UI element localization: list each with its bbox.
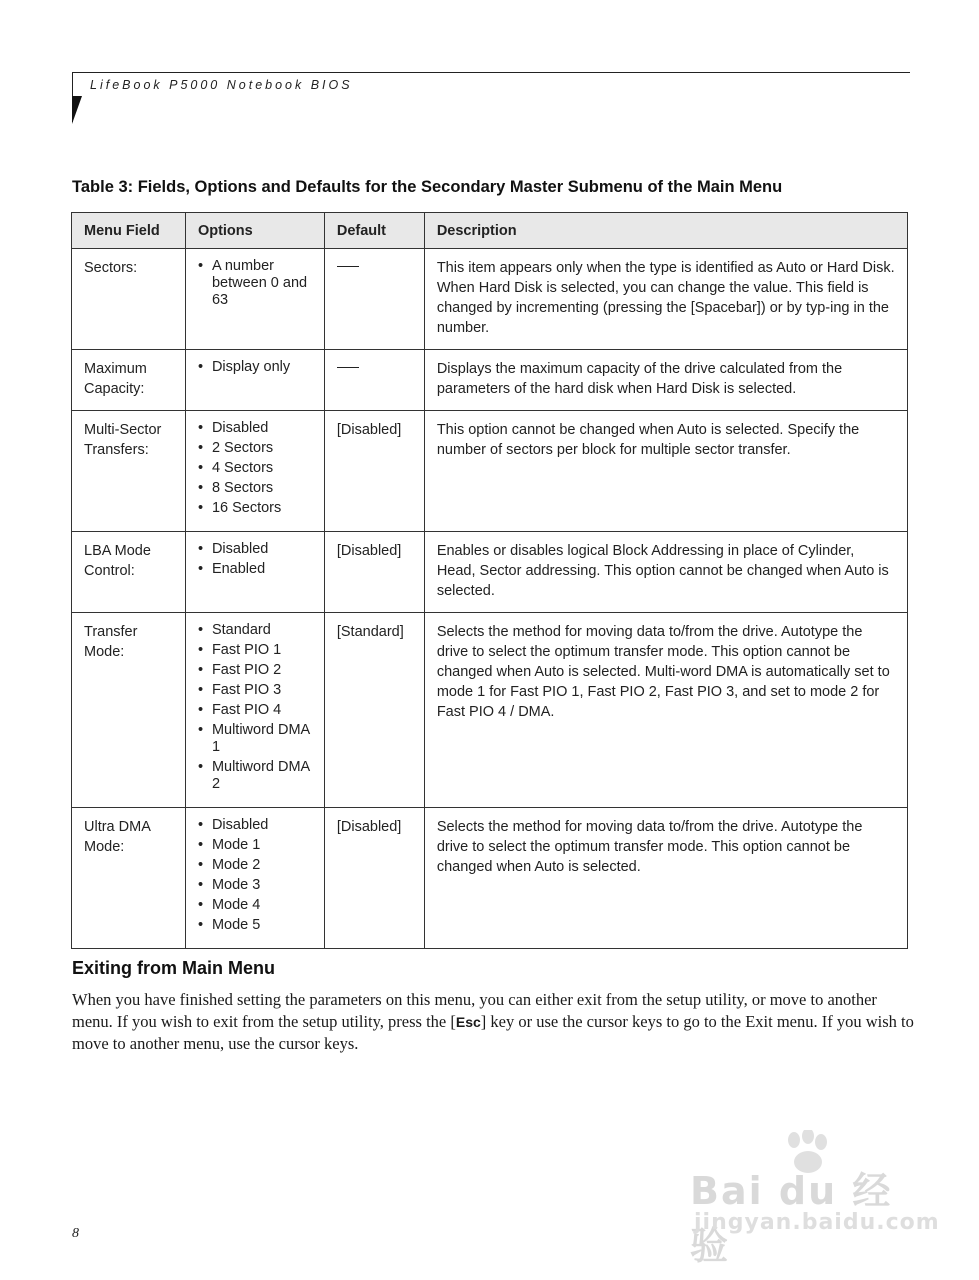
option-item: • Mode 5 xyxy=(198,917,313,934)
default-value: [Disabled] xyxy=(336,543,402,559)
menu-field-cell: Maximum Capacity: xyxy=(72,350,186,411)
option-item: • Disabled xyxy=(198,817,313,834)
option-item: • 2 Sectors xyxy=(198,440,313,457)
option-item: • Mode 1 xyxy=(198,837,313,854)
default-value: [Standard] xyxy=(336,624,404,640)
options-list xyxy=(198,420,313,517)
options-list xyxy=(198,258,313,309)
option-item: • Mode 4 xyxy=(198,897,313,914)
description-cell: Selects the method for moving data to/from the drive. Autotype the drive to select the optimum transfer mode. This option cannot be changed when Auto is selected. xyxy=(424,808,907,949)
column-header-options: Options xyxy=(185,213,324,249)
description-cell: Enables or disables logical Block Addressing in place of Cylinder, Head, Sector addressing. This option cannot be changed when Auto is selected. xyxy=(424,532,907,613)
section-heading: Exiting from Main Menu xyxy=(72,958,276,978)
option-item: • Standard xyxy=(198,622,313,639)
default-cell xyxy=(324,249,424,350)
running-header-title: LifeBook P5000 Notebook BIOS xyxy=(90,78,353,92)
option-item: • Multiword DMA 2 xyxy=(198,759,313,793)
option-item: • Fast PIO 2 xyxy=(198,662,313,679)
options-list xyxy=(198,541,313,578)
default-cell xyxy=(324,532,424,613)
option-item: • 8 Sectors xyxy=(198,480,313,497)
option-item: • Enabled xyxy=(198,561,313,578)
description-cell: This item appears only when the type is identified as Auto or Hard Disk. When Hard Disk is selected, you can change the value. This field is changed by incrementing (pressing the [Spacebar]) or by typ-ing in the number. xyxy=(424,249,907,350)
options-cell xyxy=(185,808,324,949)
option-item: • 4 Sectors xyxy=(198,460,313,477)
body-paragraph xyxy=(72,989,917,1055)
no-default-dash xyxy=(337,266,359,267)
option-item: • Multiword DMA 1 xyxy=(198,722,313,756)
option-item: • Fast PIO 1 xyxy=(198,642,313,659)
menu-field-cell: LBA Mode Control: xyxy=(72,532,186,613)
paragraph-text-end: ] key or use the cursor keys to go to the Exit menu. If you wish to move to another menu, use the cursor keys. xyxy=(72,1012,914,1053)
description-cell: Selects the method for moving data to/from the drive. Autotype the drive to select the optimum transfer mode. This option cannot be changed when Auto is selected. Multi-word DMA is automatically set to mode 1 for Fast PIO 1, Fast PIO 2, Fast PIO 3, and set to mode 2 for Fast PIO 4 / DMA. xyxy=(424,613,907,808)
default-value: [Disabled] xyxy=(336,819,402,835)
option-item: • Fast PIO 4 xyxy=(198,702,313,719)
watermark-logo-text: Bai du 经验 xyxy=(690,1169,893,1268)
option-item: • Fast PIO 3 xyxy=(198,682,313,699)
option-item: • A number between 0 and 63 xyxy=(198,258,313,309)
table-row xyxy=(72,249,908,350)
default-value: [Disabled] xyxy=(336,422,402,438)
table-header-row xyxy=(72,213,908,249)
paragraph-text-start: When you have finished setting the parameters on this menu, you can either exit from the setup utility, or move to another menu. If you wish to exit from the setup utility, press the [ xyxy=(72,990,877,1031)
options-list xyxy=(198,359,313,376)
option-item: • Disabled xyxy=(198,420,313,437)
default-cell xyxy=(324,350,424,411)
option-item: • Disabled xyxy=(198,541,313,558)
table-row xyxy=(72,411,908,532)
table-body xyxy=(72,249,908,949)
column-header-menu-field: Menu Field xyxy=(72,213,186,249)
description-cell: Displays the maximum capacity of the drive calculated from the parameters of the hard disk when Hard Disk is selected. xyxy=(424,350,907,411)
table-caption: Table 3: Fields, Options and Defaults for the Secondary Master Submenu of the Main Menu xyxy=(72,178,783,196)
option-item: • 16 Sectors xyxy=(198,500,313,517)
options-table xyxy=(71,212,908,949)
esc-key-label: Esc xyxy=(455,1014,481,1030)
no-default-dash xyxy=(337,367,359,368)
menu-field-cell: Ultra DMA Mode: xyxy=(72,808,186,949)
option-item: • Mode 2 xyxy=(198,857,313,874)
table-row xyxy=(72,350,908,411)
default-cell xyxy=(324,613,424,808)
description-cell: This option cannot be changed when Auto is selected. Specify the number of sectors per block for multiple sector transfer. xyxy=(424,411,907,532)
options-list xyxy=(198,622,313,793)
menu-field-cell: Transfer Mode: xyxy=(72,613,186,808)
watermark-url: jingyan.baidu.com xyxy=(694,1210,940,1235)
menu-field-cell: Sectors: xyxy=(72,249,186,350)
options-list xyxy=(198,817,313,934)
table-row xyxy=(72,808,908,949)
options-cell xyxy=(185,411,324,532)
option-item: • Mode 3 xyxy=(198,877,313,894)
header-rule xyxy=(72,72,910,73)
menu-field-cell: Multi-Sector Transfers: xyxy=(72,411,186,532)
table-row xyxy=(72,613,908,808)
column-header-description: Description xyxy=(424,213,907,249)
option-item: • Display only xyxy=(198,359,313,376)
default-cell xyxy=(324,808,424,949)
options-cell xyxy=(185,249,324,350)
page-number: 8 xyxy=(72,1226,79,1241)
table-row xyxy=(72,532,908,613)
options-cell xyxy=(185,613,324,808)
default-cell xyxy=(324,411,424,532)
baidu-watermark xyxy=(690,1130,940,1268)
options-cell xyxy=(185,350,324,411)
column-header-default: Default xyxy=(324,213,424,249)
header-tab-marker xyxy=(72,96,82,124)
options-cell xyxy=(185,532,324,613)
